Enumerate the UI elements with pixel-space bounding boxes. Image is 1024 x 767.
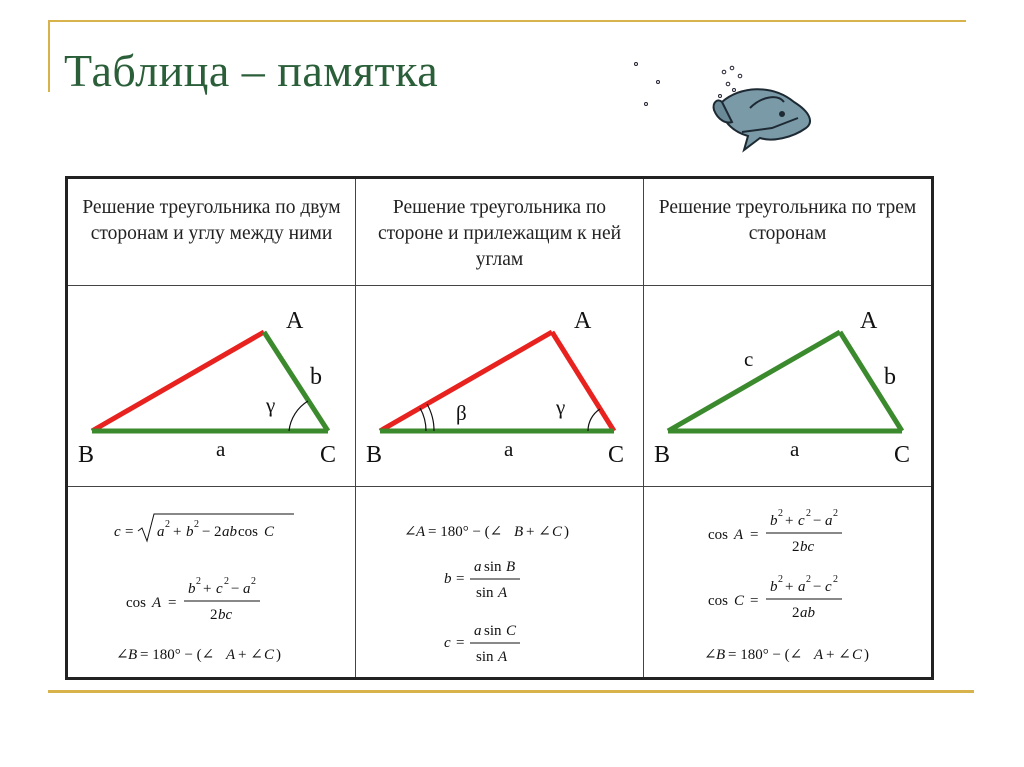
svg-text:−: − (813, 513, 822, 529)
figure-cell-3 (644, 286, 933, 487)
svg-text:∠: ∠ (116, 647, 129, 663)
header-side-two-angles: Решение треугольника по стороне и прилежащим к ней углам (356, 178, 644, 286)
svg-text:a: a (157, 524, 165, 540)
svg-text:b: b (188, 581, 196, 597)
side-c-label: c (744, 347, 754, 371)
side-c (668, 332, 840, 431)
svg-text:C: C (264, 647, 275, 663)
svg-text:A: A (152, 595, 162, 611)
svg-text:+ ∠: + ∠ (526, 524, 551, 540)
svg-text:a: a (474, 623, 482, 639)
left-rule (48, 20, 50, 92)
slide-title: Таблица – памятка (64, 45, 439, 96)
vertex-a-label: A (574, 308, 592, 334)
formula-cell-2 (356, 487, 644, 679)
svg-text:+: + (785, 513, 794, 529)
svg-text:B: B (506, 559, 516, 575)
svg-text:a: a (825, 513, 833, 529)
svg-text:cos: cos (708, 593, 728, 609)
svg-text:−: − (231, 581, 240, 597)
side-a-label: a (216, 437, 226, 461)
svg-text:= 180° − (∠: = 180° − (∠ (140, 647, 215, 663)
svg-text:B: B (716, 647, 726, 663)
svg-text:C: C (264, 524, 275, 540)
svg-text:2: 2 (214, 524, 222, 540)
svg-text:c: c (798, 513, 805, 529)
svg-text:∠: ∠ (704, 647, 717, 663)
svg-text:b: b (770, 513, 778, 529)
angle-gamma-label: γ (556, 395, 566, 419)
vertex-b-label: B (78, 442, 95, 468)
svg-text:2: 2 (833, 508, 838, 519)
vertex-a-label: A (286, 308, 304, 334)
svg-text:a: a (798, 579, 806, 595)
svg-text:2: 2 (806, 508, 811, 519)
angle-gamma-label: γ (266, 393, 276, 417)
svg-text:a: a (474, 559, 482, 575)
svg-text:A: A (416, 524, 426, 540)
svg-text:cos: cos (126, 595, 146, 611)
formula-list-1 (68, 487, 355, 677)
svg-text:c: c (114, 524, 121, 540)
formula-cell-3 (644, 487, 933, 679)
svg-text:c: c (216, 581, 223, 597)
vertex-b-label: B (366, 442, 383, 468)
vertex-b-label: B (654, 442, 671, 468)
svg-text:bc: bc (800, 539, 815, 555)
svg-text:2: 2 (792, 539, 800, 555)
triangle-diagram-3 (644, 286, 931, 486)
angle-arc-beta-1 (420, 408, 426, 431)
side-a-label: a (790, 437, 800, 461)
formula-list-2 (356, 487, 642, 677)
side-a-label: a (504, 437, 514, 461)
svg-text:): ) (564, 524, 569, 540)
svg-text:sin: sin (484, 623, 502, 639)
svg-text:A: A (734, 527, 744, 543)
svg-text:=: = (125, 524, 134, 540)
svg-text:2: 2 (792, 605, 800, 621)
svg-text:2: 2 (778, 574, 783, 585)
vertex-c-label: C (320, 442, 337, 468)
svg-text:B: B (514, 524, 524, 540)
svg-text:c: c (825, 579, 832, 595)
angle-beta-label: β (456, 401, 467, 425)
svg-text:c: c (444, 635, 451, 651)
svg-text:=: = (750, 593, 759, 609)
svg-text:): ) (864, 647, 869, 663)
svg-text:+ ∠: + ∠ (826, 647, 851, 663)
svg-text:2: 2 (833, 574, 838, 585)
svg-text:sin: sin (484, 559, 502, 575)
formula-list-3 (644, 487, 931, 677)
svg-text:cos: cos (238, 524, 258, 540)
vertex-a-label: A (860, 308, 878, 334)
vertex-c-label: C (608, 442, 625, 468)
vertex-c-label: C (894, 442, 911, 468)
side-b-label: b (310, 364, 322, 390)
svg-text:=: = (456, 571, 465, 587)
svg-text:C: C (852, 647, 863, 663)
svg-text:C: C (734, 593, 745, 609)
formula-angle-b (116, 647, 281, 663)
bottom-rule (48, 690, 974, 693)
formula-cos-c (708, 574, 842, 621)
svg-text:2: 2 (251, 576, 256, 587)
angle-arc-gamma (289, 401, 308, 431)
formula-law-of-cosines-c (114, 514, 294, 541)
svg-text:sin: sin (476, 649, 494, 665)
svg-text:2: 2 (196, 576, 201, 587)
memo-table (65, 176, 934, 680)
svg-text:a: a (243, 581, 251, 597)
svg-text:A: A (226, 647, 236, 663)
svg-text:2: 2 (165, 519, 170, 530)
svg-text:bc: bc (218, 607, 233, 623)
svg-text:=: = (750, 527, 759, 543)
top-rule (48, 20, 966, 22)
svg-text:= 180° − (∠: = 180° − (∠ (428, 524, 503, 540)
svg-text:ab: ab (222, 524, 237, 540)
svg-text:b: b (444, 571, 452, 587)
svg-text:sin: sin (476, 585, 494, 601)
formula-angle-b (704, 647, 869, 663)
svg-text:b: b (186, 524, 194, 540)
svg-text:A: A (814, 647, 824, 663)
svg-text:A: A (498, 649, 508, 665)
svg-text:cos: cos (708, 527, 728, 543)
svg-text:b: b (770, 579, 778, 595)
formula-side-b (444, 559, 520, 601)
formula-cell-1 (67, 487, 356, 679)
formula-cos-a (708, 508, 842, 555)
svg-text:): ) (276, 647, 281, 663)
svg-text:2: 2 (806, 574, 811, 585)
formula-cos-a (126, 576, 260, 623)
svg-text:=: = (456, 635, 465, 651)
svg-text:2: 2 (194, 519, 199, 530)
svg-text:B: B (128, 647, 138, 663)
figure-cell-1 (67, 286, 356, 487)
svg-text:2: 2 (224, 576, 229, 587)
svg-text:+: + (203, 581, 212, 597)
svg-text:+ ∠: + ∠ (238, 647, 263, 663)
side-b-label: b (884, 364, 896, 390)
figure-cell-2 (356, 286, 644, 487)
svg-text:=: = (168, 595, 177, 611)
formula-angle-a (404, 524, 569, 540)
svg-text:2: 2 (778, 508, 783, 519)
svg-text:+: + (785, 579, 794, 595)
svg-text:C: C (552, 524, 563, 540)
side-c (92, 332, 264, 431)
svg-text:C: C (506, 623, 517, 639)
svg-text:+: + (173, 524, 182, 540)
svg-text:A: A (498, 585, 508, 601)
angle-arc-gamma (588, 409, 600, 431)
fish-icon (622, 58, 822, 158)
header-three-sides: Решение треугольника по трем сторонам (644, 178, 933, 286)
svg-text:∠: ∠ (404, 524, 417, 540)
angle-arc-beta-2 (427, 404, 434, 431)
triangle-diagram-2 (356, 286, 642, 486)
formula-side-c (444, 623, 520, 665)
svg-text:2: 2 (210, 607, 218, 623)
svg-text:−: − (202, 524, 211, 540)
svg-text:= 180° − (∠: = 180° − (∠ (728, 647, 803, 663)
svg-text:ab: ab (800, 605, 815, 621)
header-two-sides-angle: Решение треугольника по двум сторонам и углу между ними (67, 178, 356, 286)
triangle-diagram-1 (68, 286, 355, 486)
svg-text:−: − (813, 579, 822, 595)
